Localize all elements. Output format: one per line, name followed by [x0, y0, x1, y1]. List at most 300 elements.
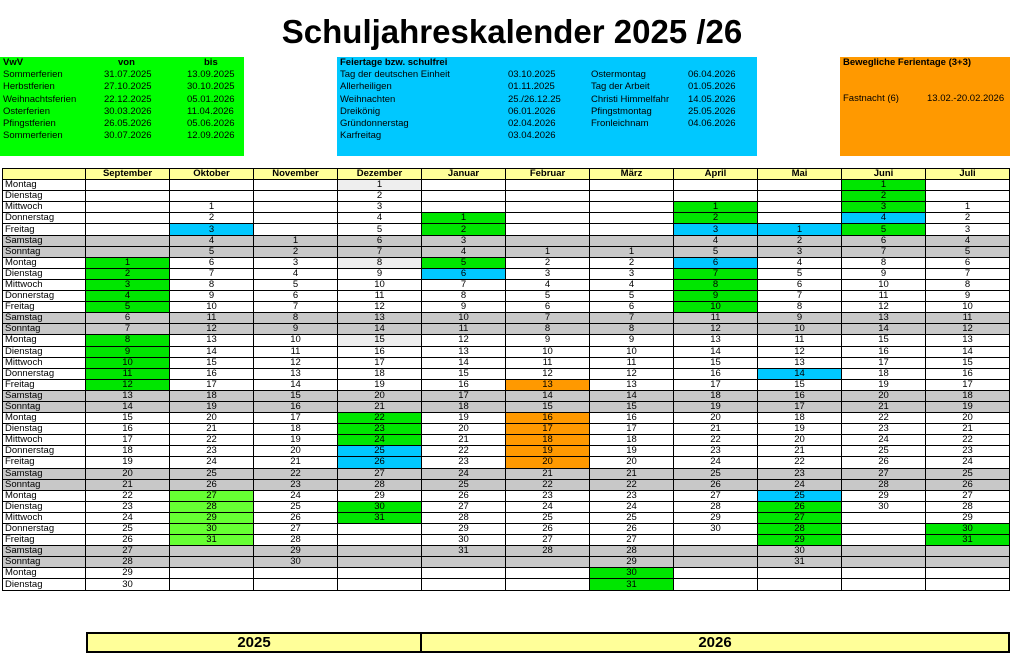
weekday-label: Samstag [3, 313, 86, 324]
weekday-label: Dienstag [3, 579, 86, 590]
day-cell: 11 [590, 357, 674, 368]
day-cell: 9 [506, 335, 590, 346]
day-cell: 18 [422, 401, 506, 412]
day-cell: 2 [170, 213, 254, 224]
day-cell: 20 [338, 390, 422, 401]
feiertag-date: 14.05.2026 [688, 93, 736, 105]
day-cell: 31 [926, 535, 1010, 546]
day-cell: 6 [506, 302, 590, 313]
day-cell: 25 [590, 512, 674, 523]
day-cell: 16 [590, 413, 674, 424]
weekday-label: Samstag [3, 390, 86, 401]
feiertag-date: 06.01.2026 [508, 105, 556, 117]
day-cell: 4 [674, 235, 758, 246]
day-cell: 9 [86, 346, 170, 357]
feiertag-name: Weihnachten [340, 93, 396, 105]
day-cell: 25 [254, 501, 338, 512]
day-cell: 14 [338, 324, 422, 335]
day-cell [506, 202, 590, 213]
calendar-row [3, 490, 1010, 501]
weekday-label: Samstag [3, 235, 86, 246]
day-cell: 19 [86, 457, 170, 468]
day-cell [422, 568, 506, 579]
day-cell: 22 [506, 479, 590, 490]
weekday-label: Donnerstag [3, 291, 86, 302]
day-cell: 7 [254, 302, 338, 313]
vwv-row [0, 118, 244, 130]
day-cell [506, 568, 590, 579]
day-cell [590, 202, 674, 213]
day-cell: 7 [506, 313, 590, 324]
day-cell: 23 [842, 424, 926, 435]
feiertag-name: Dreikönig [340, 105, 381, 117]
day-cell: 15 [170, 357, 254, 368]
day-cell: 27 [506, 535, 590, 546]
day-cell: 13 [758, 357, 842, 368]
day-cell: 23 [86, 501, 170, 512]
day-cell: 22 [422, 446, 506, 457]
day-cell: 31 [590, 579, 674, 590]
weekday-label: Samstag [3, 468, 86, 479]
day-cell: 19 [842, 379, 926, 390]
day-cell: 19 [422, 413, 506, 424]
day-cell: 14 [506, 390, 590, 401]
day-cell: 5 [506, 291, 590, 302]
day-cell: 5 [254, 279, 338, 290]
day-cell: 26 [674, 479, 758, 490]
day-cell: 16 [506, 413, 590, 424]
day-cell: 22 [842, 413, 926, 424]
day-cell: 11 [842, 291, 926, 302]
day-cell: 24 [758, 479, 842, 490]
day-cell: 14 [758, 368, 842, 379]
day-cell: 8 [338, 257, 422, 268]
day-cell [254, 180, 338, 191]
day-cell: 10 [86, 357, 170, 368]
month-header: Oktober [170, 169, 254, 180]
day-cell: 18 [170, 390, 254, 401]
weekday-label: Montag [3, 257, 86, 268]
weekday-label: Freitag [3, 535, 86, 546]
day-cell: 15 [674, 357, 758, 368]
day-cell: 6 [422, 268, 506, 279]
day-cell [842, 579, 926, 590]
day-cell [170, 579, 254, 590]
day-cell: 12 [674, 324, 758, 335]
day-cell: 10 [506, 346, 590, 357]
feiertag-name: Ostermontag [591, 69, 646, 81]
vwv-row [0, 106, 244, 118]
day-cell: 25 [674, 468, 758, 479]
day-cell: 12 [422, 335, 506, 346]
day-cell: 16 [170, 368, 254, 379]
day-cell: 10 [422, 313, 506, 324]
day-cell: 13 [506, 379, 590, 390]
month-header: März [590, 169, 674, 180]
day-cell: 6 [170, 257, 254, 268]
day-cell: 7 [590, 313, 674, 324]
day-cell: 12 [842, 302, 926, 313]
day-cell: 20 [86, 468, 170, 479]
day-cell: 14 [254, 379, 338, 390]
day-cell [506, 213, 590, 224]
day-cell: 21 [842, 401, 926, 412]
day-cell: 4 [758, 257, 842, 268]
day-cell [590, 180, 674, 191]
day-cell: 11 [422, 324, 506, 335]
vwv-name: Osterferien [3, 105, 50, 117]
day-cell: 2 [674, 213, 758, 224]
feiertag-name: Pfingstmontag [591, 105, 652, 117]
day-cell: 30 [86, 579, 170, 590]
day-cell [674, 191, 758, 202]
month-header: Dezember [338, 169, 422, 180]
day-cell: 3 [422, 235, 506, 246]
day-cell [842, 512, 926, 523]
day-cell: 28 [254, 535, 338, 546]
day-cell: 7 [338, 246, 422, 257]
weekday-label: Freitag [3, 302, 86, 313]
weekday-label: Sonntag [3, 557, 86, 568]
calendar-row [3, 257, 1010, 268]
day-cell: 8 [86, 335, 170, 346]
day-cell: 5 [422, 257, 506, 268]
month-header: Mai [758, 169, 842, 180]
day-cell: 10 [674, 302, 758, 313]
day-cell: 4 [926, 235, 1010, 246]
day-cell: 3 [86, 279, 170, 290]
day-cell: 16 [254, 401, 338, 412]
day-cell [86, 235, 170, 246]
day-cell: 29 [86, 568, 170, 579]
day-cell: 12 [338, 302, 422, 313]
day-cell: 9 [758, 313, 842, 324]
day-cell [842, 557, 926, 568]
feiertag-date: 02.04.2026 [508, 117, 556, 129]
day-cell: 21 [338, 401, 422, 412]
day-cell [674, 568, 758, 579]
day-cell: 19 [170, 401, 254, 412]
day-cell: 9 [254, 324, 338, 335]
day-cell: 8 [170, 279, 254, 290]
day-cell: 23 [254, 479, 338, 490]
day-cell: 20 [842, 390, 926, 401]
calendar-row [3, 346, 1010, 357]
feiertage-rows [337, 69, 757, 142]
day-cell: 18 [254, 424, 338, 435]
calendar-row [3, 468, 1010, 479]
day-cell: 19 [590, 446, 674, 457]
day-cell: 21 [758, 446, 842, 457]
year-label-2025: 2025 [86, 632, 422, 653]
day-cell: 8 [506, 324, 590, 335]
day-cell: 6 [86, 313, 170, 324]
day-cell: 17 [254, 413, 338, 424]
day-cell: 13 [590, 379, 674, 390]
corner-cell [3, 169, 86, 180]
day-cell: 2 [758, 235, 842, 246]
day-cell [758, 579, 842, 590]
vwv-von: 30.07.2026 [104, 130, 152, 142]
day-cell: 26 [926, 479, 1010, 490]
vwv-bis: 05.06.2026 [187, 117, 235, 129]
day-cell: 1 [758, 224, 842, 235]
day-cell: 8 [926, 279, 1010, 290]
day-cell: 3 [674, 224, 758, 235]
day-cell: 10 [170, 302, 254, 313]
day-cell: 30 [254, 557, 338, 568]
day-cell: 7 [758, 291, 842, 302]
calendar-row [3, 224, 1010, 235]
day-cell: 2 [926, 213, 1010, 224]
day-cell: 13 [338, 313, 422, 324]
day-cell: 23 [170, 446, 254, 457]
calendar-row [3, 524, 1010, 535]
day-cell [842, 535, 926, 546]
day-cell: 24 [338, 435, 422, 446]
month-header: April [674, 169, 758, 180]
feiertag-name: Tag der deutschen Einheit [340, 69, 450, 81]
day-cell: 26 [506, 524, 590, 535]
vwv-von: 31.07.2025 [104, 69, 152, 81]
calendar-row [3, 546, 1010, 557]
day-cell: 29 [170, 512, 254, 523]
day-cell: 26 [254, 512, 338, 523]
day-cell [758, 568, 842, 579]
day-cell: 28 [758, 524, 842, 535]
day-cell: 29 [674, 512, 758, 523]
day-cell: 17 [422, 390, 506, 401]
vwv-bis: 13.09.2025 [187, 69, 235, 81]
day-cell: 21 [422, 435, 506, 446]
day-cell: 30 [758, 546, 842, 557]
day-cell: 24 [86, 512, 170, 523]
calendar-row [3, 324, 1010, 335]
day-cell: 29 [590, 557, 674, 568]
day-cell [254, 568, 338, 579]
day-cell [86, 246, 170, 257]
day-cell: 9 [170, 291, 254, 302]
day-cell: 11 [86, 368, 170, 379]
day-cell: 23 [926, 446, 1010, 457]
day-cell [422, 557, 506, 568]
day-cell: 14 [842, 324, 926, 335]
day-cell: 30 [170, 524, 254, 535]
feiertag-name: Karfreitag [340, 130, 382, 142]
day-cell: 19 [338, 379, 422, 390]
day-cell: 15 [422, 368, 506, 379]
day-cell: 28 [926, 501, 1010, 512]
calendar-row [3, 579, 1010, 590]
day-cell: 21 [86, 479, 170, 490]
day-cell [422, 191, 506, 202]
day-cell [338, 535, 422, 546]
day-cell: 25 [86, 524, 170, 535]
day-cell: 26 [86, 535, 170, 546]
calendar-row [3, 401, 1010, 412]
calendar-row [3, 424, 1010, 435]
day-cell: 16 [86, 424, 170, 435]
day-cell [590, 213, 674, 224]
day-cell: 23 [590, 490, 674, 501]
feiertag-name: Gründonnerstag [340, 117, 409, 129]
day-cell: 2 [590, 257, 674, 268]
day-cell: 28 [170, 501, 254, 512]
calendar-row [3, 413, 1010, 424]
vwv-name: Sommerferien [3, 69, 63, 81]
day-cell: 25 [926, 468, 1010, 479]
day-cell: 17 [926, 379, 1010, 390]
day-cell: 31 [758, 557, 842, 568]
day-cell [254, 579, 338, 590]
day-cell: 12 [170, 324, 254, 335]
day-cell [842, 546, 926, 557]
feiertag-row [337, 106, 757, 118]
day-cell: 21 [170, 424, 254, 435]
day-cell: 27 [758, 512, 842, 523]
day-cell [254, 213, 338, 224]
day-cell: 9 [842, 268, 926, 279]
day-cell: 27 [338, 468, 422, 479]
day-cell [674, 180, 758, 191]
vwv-ferien-box [0, 57, 244, 156]
day-cell: 7 [86, 324, 170, 335]
day-cell: 22 [926, 435, 1010, 446]
month-header: Juni [842, 169, 926, 180]
day-cell: 20 [758, 435, 842, 446]
day-cell: 26 [338, 457, 422, 468]
weekday-label: Mittwoch [3, 357, 86, 368]
day-cell: 30 [422, 535, 506, 546]
day-cell: 21 [674, 424, 758, 435]
day-cell: 12 [506, 368, 590, 379]
day-cell: 1 [254, 235, 338, 246]
day-cell: 30 [926, 524, 1010, 535]
day-cell: 29 [338, 490, 422, 501]
day-cell: 4 [842, 213, 926, 224]
feiertag-row [337, 130, 757, 142]
day-cell [86, 191, 170, 202]
weekday-label: Mittwoch [3, 279, 86, 290]
day-cell: 17 [86, 435, 170, 446]
day-cell: 18 [506, 435, 590, 446]
day-cell: 6 [842, 235, 926, 246]
day-cell: 27 [86, 546, 170, 557]
day-cell: 26 [758, 501, 842, 512]
day-cell: 5 [758, 268, 842, 279]
day-cell [674, 557, 758, 568]
vwv-name: Pfingstferien [3, 117, 56, 129]
day-cell [86, 213, 170, 224]
day-cell: 24 [170, 457, 254, 468]
day-cell: 28 [422, 512, 506, 523]
day-cell: 14 [590, 390, 674, 401]
day-cell: 13 [926, 335, 1010, 346]
month-header: Februar [506, 169, 590, 180]
day-cell [170, 568, 254, 579]
day-cell: 29 [842, 490, 926, 501]
day-cell [254, 224, 338, 235]
day-cell: 9 [338, 268, 422, 279]
day-cell: 8 [422, 291, 506, 302]
day-cell: 8 [674, 279, 758, 290]
day-cell: 11 [758, 335, 842, 346]
day-cell: 10 [338, 279, 422, 290]
day-cell: 23 [506, 490, 590, 501]
day-cell: 27 [170, 490, 254, 501]
calendar-row [3, 302, 1010, 313]
vwv-bis: 30.10.2025 [187, 81, 235, 93]
weekday-label: Donnerstag [3, 213, 86, 224]
day-cell: 17 [590, 424, 674, 435]
calendar-row [3, 457, 1010, 468]
day-cell: 24 [590, 501, 674, 512]
feiertage-box [337, 57, 757, 156]
weekday-label: Dienstag [3, 191, 86, 202]
day-cell: 15 [842, 335, 926, 346]
calendar-row [3, 313, 1010, 324]
calendar-row [3, 246, 1010, 257]
feiertag-row [337, 94, 757, 106]
day-cell: 2 [86, 268, 170, 279]
day-cell: 1 [926, 202, 1010, 213]
day-cell: 16 [926, 368, 1010, 379]
day-cell: 3 [506, 268, 590, 279]
day-cell [422, 202, 506, 213]
weekday-label: Dienstag [3, 268, 86, 279]
calendar-row [3, 568, 1010, 579]
day-cell: 21 [506, 468, 590, 479]
vwv-von: 26.05.2026 [104, 117, 152, 129]
day-cell: 20 [590, 457, 674, 468]
day-cell: 26 [590, 524, 674, 535]
vwv-row [0, 130, 244, 142]
day-cell: 26 [842, 457, 926, 468]
day-cell: 15 [86, 413, 170, 424]
day-cell: 4 [422, 246, 506, 257]
day-cell: 9 [422, 302, 506, 313]
day-cell: 11 [926, 313, 1010, 324]
day-cell: 25 [170, 468, 254, 479]
day-cell: 28 [674, 501, 758, 512]
vwv-header: VwV von bis [3, 57, 218, 68]
day-cell: 24 [254, 490, 338, 501]
calendar-row [3, 202, 1010, 213]
vwv-von: 22.12.2025 [104, 93, 152, 105]
day-cell: 5 [86, 302, 170, 313]
calendar-row [3, 335, 1010, 346]
calendar-row [3, 368, 1010, 379]
day-cell: 10 [842, 279, 926, 290]
day-cell: 7 [842, 246, 926, 257]
feiertag-row [337, 118, 757, 130]
day-cell: 6 [926, 257, 1010, 268]
day-cell: 31 [170, 535, 254, 546]
calendar-row [3, 557, 1010, 568]
calendar-row [3, 291, 1010, 302]
calendar-row [3, 535, 1010, 546]
day-cell: 5 [926, 246, 1010, 257]
day-cell: 23 [758, 468, 842, 479]
day-cell [422, 579, 506, 590]
day-cell: 24 [506, 501, 590, 512]
day-cell: 13 [86, 390, 170, 401]
calendar-row [3, 357, 1010, 368]
day-cell: 15 [506, 401, 590, 412]
day-cell: 12 [590, 368, 674, 379]
day-cell: 14 [422, 357, 506, 368]
day-cell: 2 [506, 257, 590, 268]
